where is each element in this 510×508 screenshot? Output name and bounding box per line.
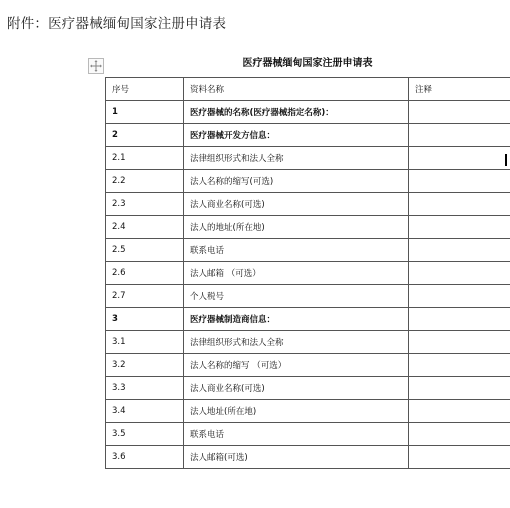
row-name-cell[interactable]: 个人税号 (184, 285, 409, 308)
row-number-cell[interactable]: 2 (106, 124, 184, 147)
row-name-cell[interactable]: 法人名称的缩写(可选) (184, 170, 409, 193)
row-note-cell[interactable] (409, 170, 510, 193)
table-row (106, 446, 510, 469)
page-heading: 附件：医疗器械缅甸国家注册申请表 (7, 16, 227, 32)
table-row (106, 170, 510, 193)
row-number-cell[interactable]: 3 (106, 308, 184, 331)
table-row (106, 308, 510, 331)
table-header-row (106, 78, 510, 101)
row-name-cell[interactable]: 联系电话 (184, 239, 409, 262)
table-row (106, 124, 510, 147)
row-note-cell[interactable] (409, 400, 510, 423)
row-name-cell[interactable]: 法人的地址(所在地) (184, 216, 409, 239)
table-row (106, 354, 510, 377)
row-note-cell[interactable] (409, 101, 510, 124)
row-number-cell[interactable]: 1 (106, 101, 184, 124)
row-number-cell[interactable]: 2.6 (106, 262, 184, 285)
row-number-cell[interactable]: 3.2 (106, 354, 184, 377)
registration-table (105, 77, 510, 469)
row-number-cell[interactable]: 2.1 (106, 147, 184, 170)
row-name-cell[interactable]: 法人名称的缩写 （可选） (184, 354, 409, 377)
row-note-cell[interactable] (409, 124, 510, 147)
row-note-cell[interactable] (409, 354, 510, 377)
table-row (106, 216, 510, 239)
row-name-cell[interactable]: 医疗器械开发方信息： (184, 124, 409, 147)
header-cell-document-name[interactable]: 资料名称 (184, 78, 409, 101)
row-note-cell[interactable] (409, 377, 510, 400)
table-row (106, 423, 510, 446)
row-note-cell[interactable] (409, 147, 510, 170)
row-number-cell[interactable]: 2.5 (106, 239, 184, 262)
row-name-cell[interactable]: 医疗器械的名称(医疗器械指定名称)： (184, 101, 409, 124)
row-number-cell[interactable]: 3.5 (106, 423, 184, 446)
table-row (106, 400, 510, 423)
row-number-cell[interactable]: 2.4 (106, 216, 184, 239)
table-row (106, 239, 510, 262)
row-number-cell[interactable]: 3.4 (106, 400, 184, 423)
table-row (106, 285, 510, 308)
table-row (106, 331, 510, 354)
row-note-cell[interactable] (409, 423, 510, 446)
row-name-cell[interactable]: 法人商业名称(可选) (184, 193, 409, 216)
row-name-cell[interactable]: 法人商业名称(可选) (184, 377, 409, 400)
row-name-cell[interactable]: 联系电话 (184, 423, 409, 446)
header-cell-note[interactable]: 注释 (409, 78, 510, 101)
row-note-cell[interactable] (409, 262, 510, 285)
row-number-cell[interactable]: 2.3 (106, 193, 184, 216)
row-name-cell[interactable]: 法人邮箱(可选) (184, 446, 409, 469)
row-name-cell[interactable]: 法律组织形式和法人全称 (184, 147, 409, 170)
row-note-cell[interactable] (409, 446, 510, 469)
row-note-cell[interactable] (409, 193, 510, 216)
row-name-cell[interactable]: 法律组织形式和法人全称 (184, 331, 409, 354)
row-number-cell[interactable]: 3.6 (106, 446, 184, 469)
row-number-cell[interactable]: 2.2 (106, 170, 184, 193)
table-row (106, 101, 510, 124)
header-cell-number[interactable]: 序号 (106, 78, 184, 101)
row-number-cell[interactable]: 2.7 (106, 285, 184, 308)
row-note-cell[interactable] (409, 308, 510, 331)
row-note-cell[interactable] (409, 239, 510, 262)
row-number-cell[interactable]: 3.3 (106, 377, 184, 400)
row-number-cell[interactable]: 3.1 (106, 331, 184, 354)
table-move-handle-icon[interactable] (88, 58, 104, 74)
row-note-cell[interactable] (409, 285, 510, 308)
text-cursor (505, 154, 507, 166)
row-name-cell[interactable]: 法人地址(所在地) (184, 400, 409, 423)
row-name-cell[interactable]: 医疗器械制造商信息： (184, 308, 409, 331)
table-row (106, 193, 510, 216)
table-row (106, 377, 510, 400)
table-row (106, 262, 510, 285)
table-title: 医疗器械缅甸国家注册申请表 (242, 58, 373, 69)
row-name-cell[interactable]: 法人邮箱 （可选） (184, 262, 409, 285)
table-row (106, 147, 510, 170)
row-note-cell[interactable] (409, 216, 510, 239)
row-note-cell[interactable] (409, 331, 510, 354)
